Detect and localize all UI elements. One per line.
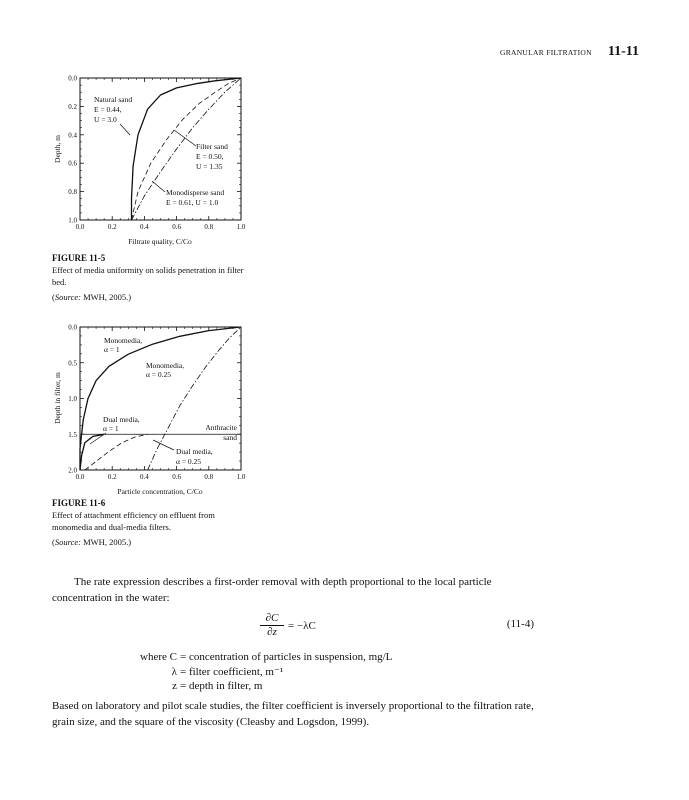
section-title: GRANULAR FILTRATION <box>499 48 592 57</box>
definition-row <box>52 665 534 680</box>
leader-line <box>153 440 174 450</box>
y-tick-label: 0.6 <box>68 159 77 168</box>
annotation-line: E = 0.50, <box>196 152 224 161</box>
definition-symbol: λ <box>171 665 177 678</box>
x-tick-label: 0.2 <box>107 473 117 481</box>
y-tick-label: 0.5 <box>68 359 77 368</box>
equation-11-4 <box>52 612 534 646</box>
y-tick-label: 1.5 <box>68 430 77 439</box>
y-tick-label: 0.8 <box>68 188 77 197</box>
annotation-monodisperse-sand <box>152 181 224 207</box>
annotation-line: α = 0.25 <box>176 457 202 466</box>
source-italic: Source: <box>54 292 81 302</box>
annotation-interface <box>205 423 237 442</box>
leader-line <box>174 130 196 146</box>
annotation-filter-sand <box>174 130 228 171</box>
x-tick-label: 0.6 <box>172 473 181 481</box>
annotation-natural-sand <box>94 95 132 135</box>
y-axis-label: Depth, m <box>53 135 62 163</box>
x-tick-label: 1.0 <box>236 473 246 481</box>
annotation-line: U = 1.35 <box>196 162 223 171</box>
y-tick-label: 0.4 <box>68 131 77 140</box>
source-rest: MWH, 2005.) <box>80 537 132 547</box>
annotation-line: sand <box>223 433 237 442</box>
series-line-dual-media-0-25 <box>85 434 148 470</box>
figure-11-5-chart <box>48 68 263 250</box>
annotation-line: Monomedia, <box>104 336 143 345</box>
y-tick-label: 1.0 <box>68 216 77 225</box>
equation-number: (11-4) <box>506 618 534 630</box>
page-number: 11-11 <box>607 44 639 59</box>
equation-numerator: ∂C <box>260 612 284 626</box>
leader-line <box>120 124 130 135</box>
y-tick-label: 2.0 <box>68 466 77 475</box>
equation-rhs: = −λC <box>288 620 316 632</box>
y-tick-label: 0.0 <box>68 74 77 83</box>
source-rest: MWH, 2005.) <box>80 292 132 302</box>
annotation-dual-media-alpha-025 <box>153 440 213 466</box>
y-tick-label: 1.0 <box>68 395 77 403</box>
annotation-line: Dual media, <box>176 447 213 456</box>
annotation-line: Anthracite <box>205 423 237 432</box>
x-tick-label: 0.4 <box>140 223 149 231</box>
paragraph-filter-coefficient: Based on laboratory and pilot scale studies, the filter coefficient is inversely proportional to the filtration rate, grain size, and the square of the viscosity (Cleasby and Logsdon, 1999). <box>52 700 534 728</box>
annotation-line: E = 0.61, U = 1.0 <box>166 198 219 207</box>
x-tick-label: 0.8 <box>204 223 214 231</box>
x-tick-label: 0.2 <box>107 223 117 231</box>
figure-11-6-chart <box>48 318 263 498</box>
leader-line <box>152 181 165 192</box>
caption-source <box>52 536 252 548</box>
figure-11-5-caption <box>52 252 252 303</box>
annotation-line: Filter sand <box>196 142 228 151</box>
annotation-line: Natural sand <box>94 95 133 104</box>
figure-label: FIGURE 11-5 <box>52 253 106 263</box>
figure-11-6-caption <box>52 497 252 548</box>
y-tick-label: 0.2 <box>68 102 77 111</box>
caption-text: Effect of attachment efficiency on effluent from monomedia and dual-media filters. <box>52 510 215 532</box>
annotation-line: U = 3.0 <box>94 115 117 124</box>
x-tick-label: 0.8 <box>204 473 214 481</box>
equation-denominator: ∂z <box>267 626 277 638</box>
running-head <box>500 44 639 60</box>
caption-source <box>52 291 252 303</box>
definition-text: = filter coefficient, m⁻¹ <box>180 665 284 678</box>
annotation-line: α = 1 <box>104 345 120 354</box>
source-prefix: ( <box>52 292 55 302</box>
annotation-line: α = 0.25 <box>146 370 172 379</box>
definition-row <box>52 650 534 665</box>
y-tick-label: 0.0 <box>68 323 77 332</box>
x-axis-label: Filtrate quality, C/Co <box>128 237 192 246</box>
x-axis-label: Particle concentration, C/Co <box>117 487 203 496</box>
definition-row <box>52 679 534 694</box>
definition-symbol: z <box>172 680 177 692</box>
annotation-dual-media-alpha-1 <box>90 415 140 444</box>
x-tick-label: 0.6 <box>172 223 181 231</box>
equation-fraction <box>260 612 284 638</box>
annotation-monomedia-alpha-025 <box>146 361 184 379</box>
annotation-line: Monomedia, <box>146 361 185 370</box>
source-italic: Source: <box>54 537 81 547</box>
annotation-line: E = 0.44, <box>94 105 122 114</box>
definition-symbol: where C <box>140 651 177 663</box>
paragraph-rate-expression: The rate expression describes a first-order removal with depth proportional to the local particle concentration in the water: <box>52 576 492 604</box>
annotation-line: Dual media, <box>103 415 140 424</box>
x-tick-label: 1.0 <box>236 223 246 231</box>
x-tick-label: 0.0 <box>75 223 85 231</box>
x-tick-label: 0.4 <box>140 473 149 481</box>
annotation-line: Monodisperse sand <box>166 188 225 197</box>
definition-text: = concentration of particles in suspension, mg/L <box>180 651 393 663</box>
source-prefix: ( <box>52 537 55 547</box>
y-axis-label: Depth in filter, m <box>53 372 62 424</box>
definition-text: = depth in filter, m <box>180 680 263 692</box>
x-tick-label: 0.0 <box>75 473 85 481</box>
variable-definitions <box>52 650 534 694</box>
annotation-line: α = 1 <box>103 424 119 433</box>
figure-label: FIGURE 11-6 <box>52 498 106 508</box>
caption-text: Effect of media uniformity on solids penetration in filter bed. <box>52 265 244 287</box>
